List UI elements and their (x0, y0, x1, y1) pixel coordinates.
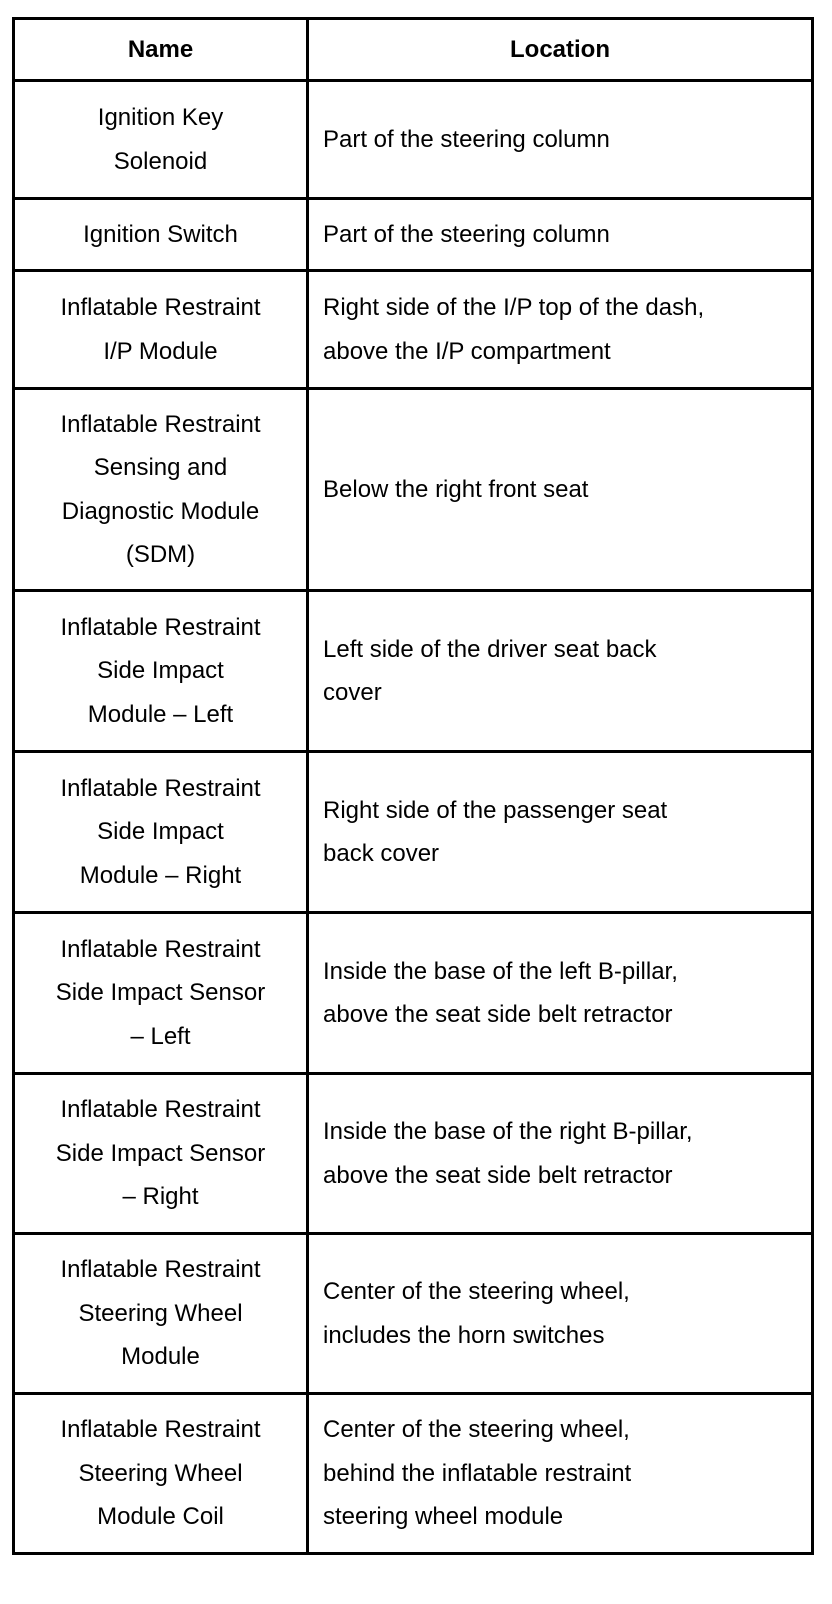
component-name-line: Module Coil (97, 1503, 224, 1531)
component-location-line: Right side of the passenger seat (323, 796, 668, 824)
component-name-cell (14, 913, 308, 1074)
component-name-line: Inflatable Restraint (60, 774, 261, 802)
component-name-line: Ignition Key (97, 104, 224, 131)
component-location-line: Part of the steering column (323, 220, 610, 248)
component-location-cell (308, 1234, 813, 1394)
table-row (14, 199, 813, 271)
table-row (14, 271, 813, 389)
component-name-line: Inflatable Restraint (60, 935, 261, 963)
component-name-line: I/P Module (103, 337, 218, 365)
component-name-line: Solenoid (113, 147, 208, 175)
component-location-line: above the seat side belt retractor (323, 1001, 673, 1028)
component-name-line: Side Impact (97, 818, 224, 846)
component-location-line: Part of the steering column (323, 125, 610, 153)
component-location-line: Inside the base of the right B-pillar, (323, 1118, 693, 1145)
component-location-cell (308, 1394, 813, 1554)
component-location-line: above the seat side belt retractor (323, 1161, 673, 1189)
component-name-cell (14, 271, 308, 389)
component-name-line: Module – Left (87, 700, 234, 728)
component-name-line: Inflatable Restraint (60, 294, 261, 321)
component-name-line: Steering Wheel (78, 1299, 243, 1327)
component-name-cell (14, 389, 308, 591)
component-name-cell (14, 199, 308, 271)
component-location-cell (308, 913, 813, 1074)
component-name-cell (14, 81, 308, 199)
component-location-cell (308, 271, 813, 389)
component-name-line: Module (121, 1343, 200, 1371)
name-column-header: Name (14, 19, 308, 81)
component-location-line: Right side of the I/P top of the dash, (323, 294, 705, 321)
table-row (14, 389, 813, 591)
component-location-line: behind the inflatable restraint (323, 1459, 632, 1487)
component-name-line: Module – Right (79, 861, 242, 889)
component-name-line: Side Impact Sensor (55, 1139, 266, 1167)
table-row (14, 81, 813, 199)
component-name-line: Inflatable Restraint (60, 1416, 261, 1444)
component-location-line: above the I/P compartment (323, 337, 611, 365)
component-location-cell (308, 199, 813, 271)
component-location-cell (308, 81, 813, 199)
table-row (14, 1234, 813, 1394)
component-location-line: back cover (323, 840, 440, 867)
component-location-line: Center of the steering wheel, (323, 1416, 630, 1444)
component-name-line: Side Impact Sensor (55, 979, 266, 1007)
location-column-header: Location (308, 19, 813, 81)
component-name-cell (14, 591, 308, 752)
component-location-line: Below the right front seat (323, 475, 589, 503)
component-name-cell (14, 1394, 308, 1554)
component-location-line: steering wheel module (323, 1503, 564, 1531)
component-name-line: Sensing and (93, 454, 228, 481)
component-location-line: Inside the base of the left B-pillar, (323, 957, 678, 985)
component-name-cell (14, 1234, 308, 1394)
component-name-line: Inflatable Restraint (60, 1256, 261, 1284)
component-name-line: Inflatable Restraint (60, 410, 261, 438)
component-location-line: cover (323, 679, 382, 706)
component-location-line: includes the horn switches (323, 1321, 605, 1349)
component-location-line: Left side of the driver seat back (323, 635, 657, 663)
component-location-cell (308, 389, 813, 591)
component-name-line: Diagnostic Module (61, 497, 260, 525)
component-location-cell (308, 752, 813, 913)
component-name-line: – Left (130, 1022, 191, 1050)
component-name-line: Inflatable Restraint (60, 1096, 261, 1124)
table-row (14, 1394, 813, 1554)
component-name-line: Steering Wheel (78, 1459, 243, 1487)
component-name-line: Side Impact (97, 657, 224, 685)
table-row (14, 1074, 813, 1234)
component-location-line: Center of the steering wheel, (323, 1278, 630, 1305)
component-name-line: – Right (122, 1183, 199, 1211)
component-location-cell (308, 591, 813, 752)
component-location-table (12, 17, 814, 1555)
component-name-line: (SDM) (125, 541, 196, 568)
table-row (14, 752, 813, 913)
component-name-line: Inflatable Restraint (60, 613, 261, 641)
header-row (14, 19, 813, 81)
component-location-cell (308, 1074, 813, 1234)
component-name-cell (14, 1074, 308, 1234)
table-row (14, 913, 813, 1074)
component-name-cell (14, 752, 308, 913)
table-row (14, 591, 813, 752)
component-name-line: Ignition Switch (83, 220, 238, 248)
